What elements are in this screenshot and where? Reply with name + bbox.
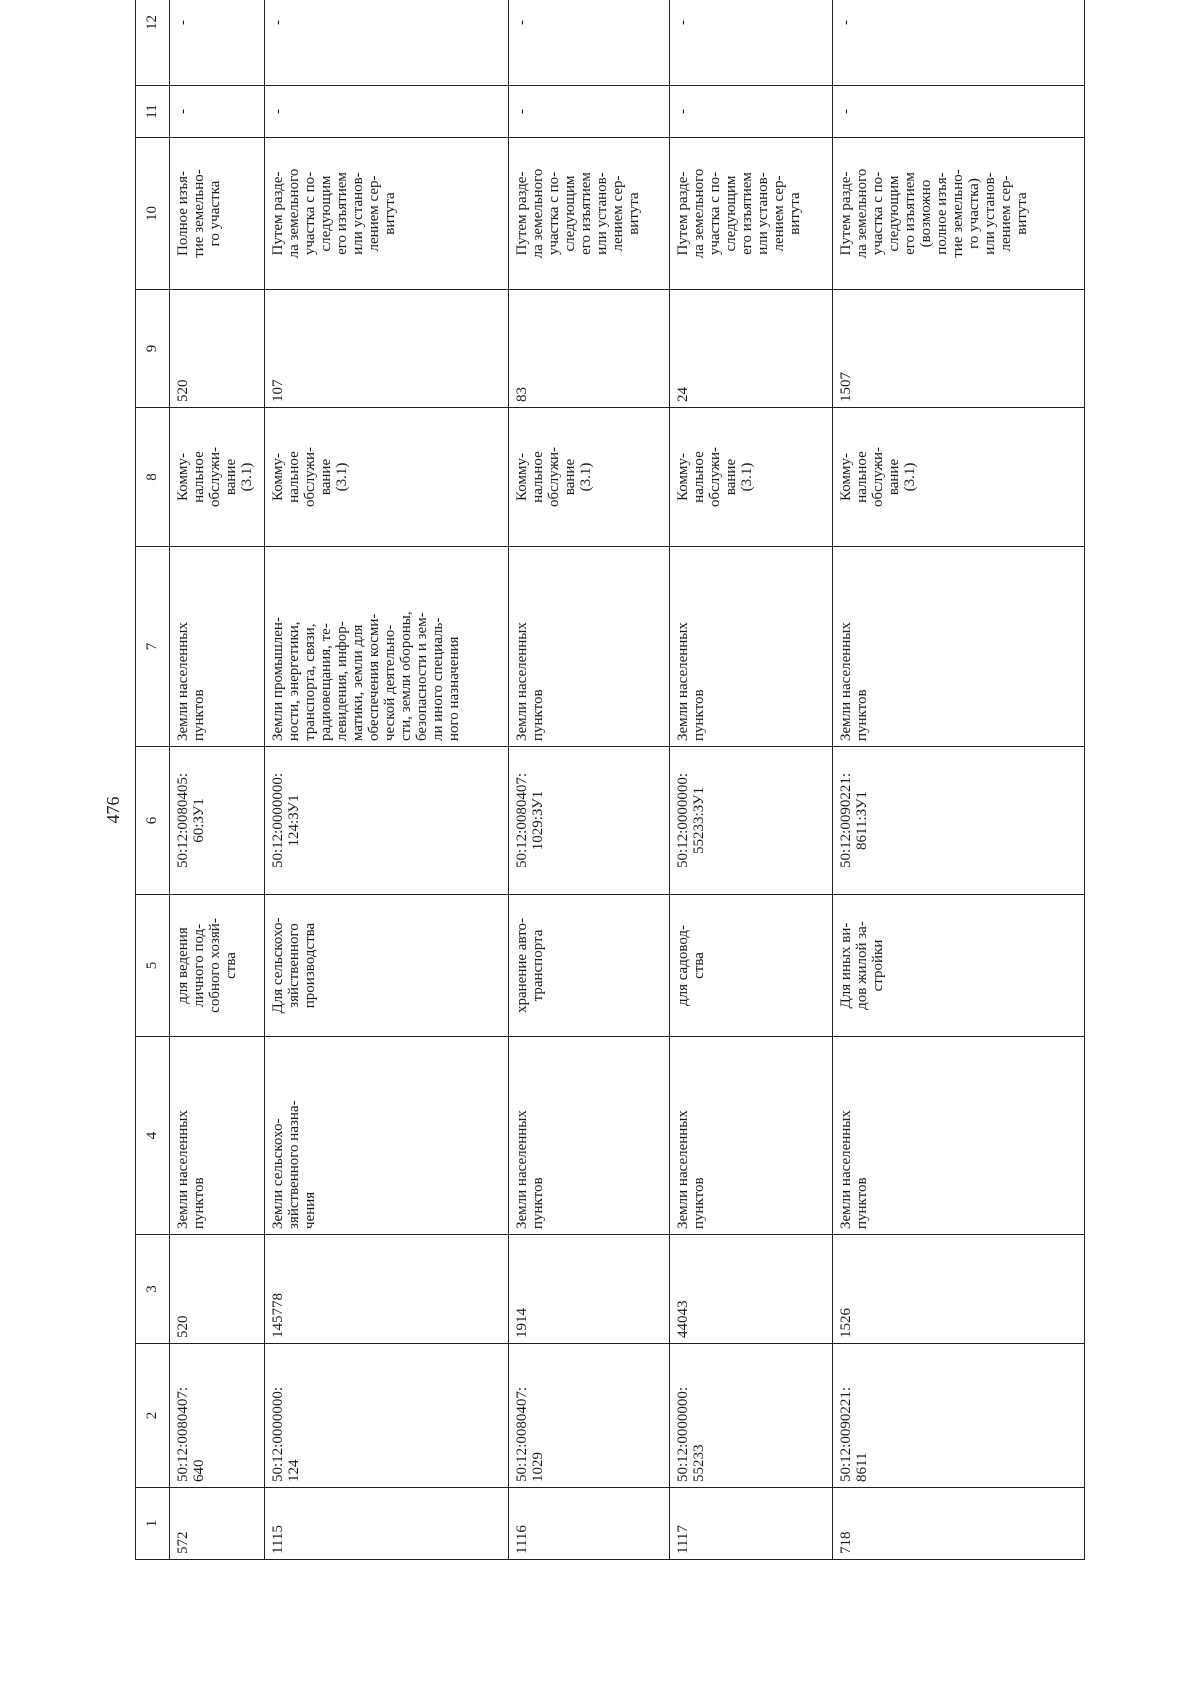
cell-col-5: для садовод- ства [669,895,832,1037]
cell-col-8: Комму- нальное обслужи- вание (3.1) [669,408,832,547]
cell-col-5: хранение авто- транспорта [508,895,669,1037]
table-row [508,0,669,1560]
cell-col-6: 50:12:0080405: 60:ЗУ1 [169,747,265,895]
cell-col-11: - [169,86,265,138]
page-number: 476 [103,796,123,824]
cell-col-9: 107 [265,290,509,408]
cell-col-11: - [508,86,669,138]
cell-col-1: 1117 [669,1488,832,1560]
cell-col-3: 1914 [508,1235,669,1344]
cell-col-2: 50:12:0000000: 124 [265,1344,509,1488]
column-number-7: 7 [136,547,170,747]
cell-col-7: Земли промышлен- ности, энергетики, транспорта, связи, радиовещания, те- левидения, инфор- матики, земли для обеспечения косми- ческой деятельно- сти, земли обороны, безопасности и зем- ли иного специаль- ного назначения [265,547,509,747]
cell-col-7: Земли населенных пунктов [169,547,265,747]
cell-col-12: - [169,0,265,86]
cell-col-12: - [669,0,832,86]
column-number-9: 9 [136,290,170,408]
column-number-1: 1 [136,1488,170,1560]
cell-col-11: - [669,86,832,138]
cell-col-7: Земли населенных пунктов [669,547,832,747]
cell-col-10: Полное изъя- тие земельно- го участка [169,138,265,290]
cell-col-10: Путем разде- ла земельного участка с по- следующим его изъятием или установ- лением сер- витута [508,138,669,290]
cell-col-9: 520 [169,290,265,408]
column-number-6: 6 [136,747,170,895]
cell-col-8: Комму- нальное обслужи- вание (3.1) [832,408,1084,547]
cell-col-1: 718 [832,1488,1084,1560]
cell-col-4: Земли населенных пунктов [508,1037,669,1235]
land-plots-table [135,0,1085,1560]
cell-col-6: 50:12:0090221: 8611:ЗУ1 [832,747,1084,895]
column-number-12: 12 [136,0,170,86]
cell-col-4: Земли населенных пунктов [669,1037,832,1235]
column-number-row [136,0,170,1560]
cell-col-12: - [832,0,1084,86]
cell-col-9: 24 [669,290,832,408]
column-number-11: 11 [136,86,170,138]
cell-col-10: Путем разде- ла земельного участка с по- следующим его изъятием или установ- лением сер- витута [265,138,509,290]
column-number-3: 3 [136,1235,170,1344]
rotated-table-block [95,15,1085,1560]
cell-col-3: 520 [169,1235,265,1344]
cell-col-1: 1115 [265,1488,509,1560]
cell-col-12: - [265,0,509,86]
cell-col-4: Земли населенных пунктов [169,1037,265,1235]
column-number-8: 8 [136,408,170,547]
table-body [136,0,1085,1560]
cell-col-12: - [508,0,669,86]
cell-col-2: 50:12:0090221: 8611 [832,1344,1084,1488]
table-row [169,0,265,1560]
cell-col-2: 50:12:0080407: 640 [169,1344,265,1488]
cell-col-10: Путем разде- ла земельного участка с по- следующим его изъятием (возможно полное изъя- тие земельно- го участка) или установ- лением сер- витута [832,138,1084,290]
column-number-5: 5 [136,895,170,1037]
cell-col-2: 50:12:0000000: 55233 [669,1344,832,1488]
cell-col-1: 1116 [508,1488,669,1560]
cell-col-4: Земли сельскохо- зяйственного назна- чения [265,1037,509,1235]
table-row [832,0,1084,1560]
cell-col-5: для ведения личного под- собного хозяй- ства [169,895,265,1037]
cell-col-6: 50:12:0000000: 55233:ЗУ1 [669,747,832,895]
cell-col-10: Путем разде- ла земельного участка с по- следующим его изъятием или установ- лением сер- витута [669,138,832,290]
column-number-2: 2 [136,1344,170,1488]
cell-col-8: Комму- нальное обслужи- вание (3.1) [508,408,669,547]
cell-col-9: 1507 [832,290,1084,408]
cell-col-7: Земли населенных пунктов [508,547,669,747]
cell-col-11: - [265,86,509,138]
cell-col-9: 83 [508,290,669,408]
cell-col-3: 44043 [669,1235,832,1344]
cell-col-1: 572 [169,1488,265,1560]
cell-col-11: - [832,86,1084,138]
cell-col-5: Для сельскохо- зяйственного производства [265,895,509,1037]
cell-col-8: Комму- нальное обслужи- вание (3.1) [169,408,265,547]
table-row [265,0,509,1560]
cell-col-2: 50:12:0080407: 1029 [508,1344,669,1488]
cell-col-8: Комму- нальное обслужи- вание (3.1) [265,408,509,547]
cell-col-3: 145778 [265,1235,509,1344]
cell-col-7: Земли населенных пунктов [832,547,1084,747]
column-number-4: 4 [136,1037,170,1235]
cell-col-5: Для иных ви- дов жилой за- стройки [832,895,1084,1037]
cell-col-6: 50:12:0080407: 1029:ЗУ1 [508,747,669,895]
cell-col-3: 1526 [832,1235,1084,1344]
column-number-10: 10 [136,138,170,290]
cell-col-6: 50:12:0000000: 124:ЗУ1 [265,747,509,895]
cell-col-4: Земли населенных пунктов [832,1037,1084,1235]
table-row [669,0,832,1560]
